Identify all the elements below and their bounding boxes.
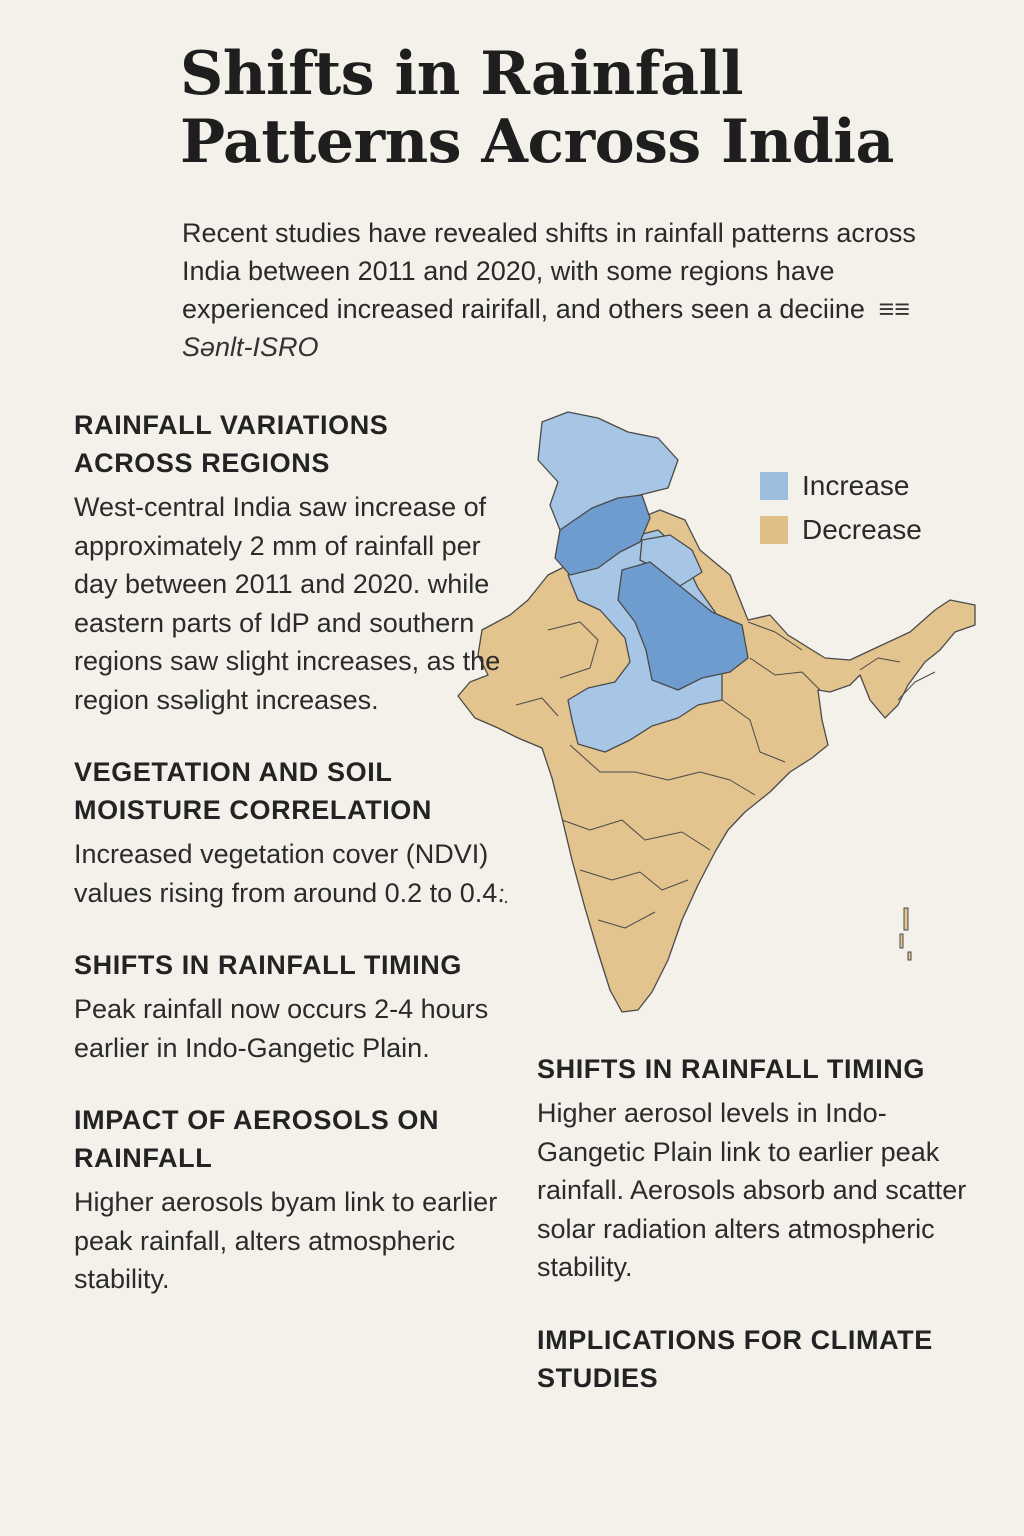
legend-item-decrease	[760, 514, 922, 546]
india-outline	[458, 510, 975, 1012]
source-credit: ≡≡ Sənlt-ISRO	[182, 294, 910, 362]
section-rainfall-variations	[74, 406, 514, 719]
left-column	[74, 406, 514, 1299]
section-body: Higher aerosols byam link to earlier peak rainfall, alters atmospheric stability.	[74, 1187, 498, 1294]
legend-swatch-decrease	[760, 516, 788, 544]
section-rainfall-timing	[74, 946, 514, 1067]
section-heading: IMPLICATIONS FOR CLIMATE STUDIES	[537, 1324, 933, 1393]
section-body: Higher aerosol levels in Indo-Gangetic Plain link to earlier peak rainfall. Aerosols absorb and scatter solar radiation alters atmospheric stability.	[537, 1098, 967, 1282]
andaman-islands	[900, 908, 911, 960]
section-body: Increased vegetation cover (NDVI) values rising from around 0.2 to 0.4.	[74, 839, 505, 908]
section-climate-implications	[537, 1321, 977, 1397]
section-body: Peak rainfall now occurs 2-4 hours earlier in Indo-Gangetic Plain.	[74, 994, 489, 1063]
intro-paragraph	[182, 214, 972, 366]
section-heading: IMPACT OF AEROSOLS ON RAINFALL	[74, 1105, 440, 1173]
section-body: West-central India saw increase of approximately 2 mm of rainfall per day between 2011 and 2020. while eastern parts of IdP and southern regions saw slight increases, as the region ssəlight increases.	[74, 492, 501, 715]
legend-swatch-increase	[760, 472, 788, 500]
section-heading: VEGETATION AND SOIL MOISTURE CORRELATION	[74, 757, 432, 825]
intro-text: Recent studies have revealed shifts in rainfall patterns across India between 2011 and 2020, with some regions have experienced increased rairifall, and others seen a deciine	[182, 218, 916, 324]
right-column	[537, 1050, 977, 1397]
legend-item-increase	[760, 470, 922, 502]
section-heading: SHIFTS IN RAINFALL TIMING	[537, 1054, 925, 1084]
section-heading: SHIFTS IN RAINFALL TIMING	[74, 950, 462, 980]
page-title: Shifts in Rainfall Patterns Across India	[180, 39, 894, 177]
legend-label-increase: Increase	[802, 470, 910, 501]
legend-label-decrease: Decrease	[802, 514, 922, 545]
section-rainfall-timing-aerosols	[537, 1050, 977, 1287]
map-legend	[760, 470, 922, 558]
section-aerosols-impact	[74, 1101, 514, 1299]
section-heading: RAINFALL VARIATIONS ACROSS REGIONS	[74, 410, 389, 478]
section-vegetation-soil	[74, 753, 514, 912]
